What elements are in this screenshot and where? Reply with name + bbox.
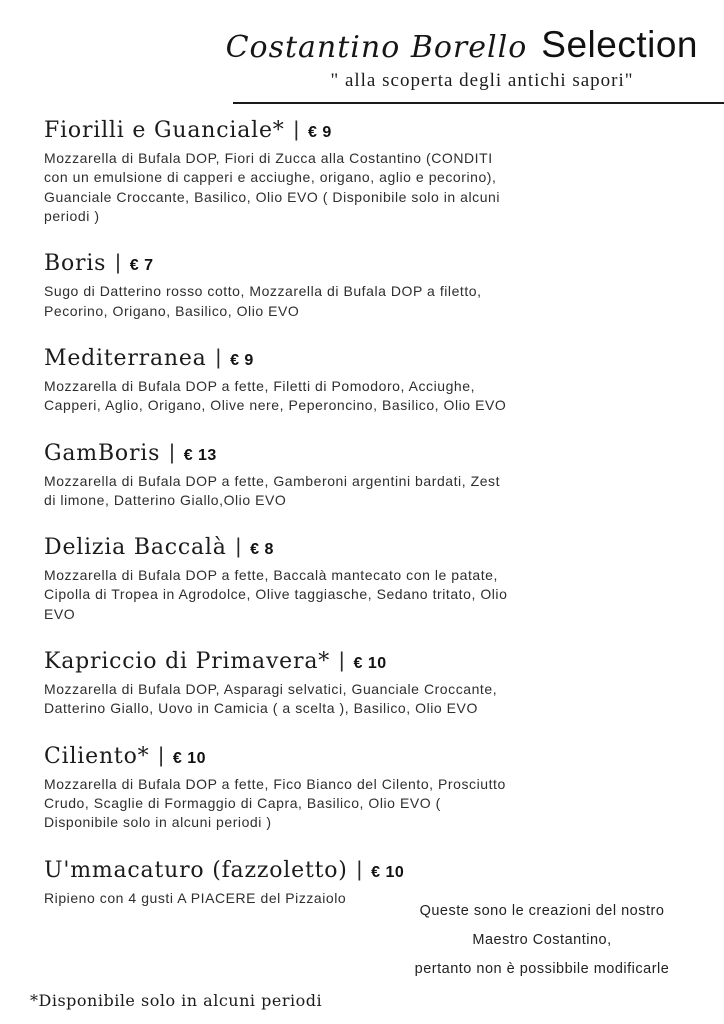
item-separator: | bbox=[293, 118, 300, 141]
menu-item bbox=[44, 744, 724, 833]
brand-line bbox=[0, 24, 724, 66]
item-separator: | bbox=[215, 345, 222, 369]
item-name: Boris bbox=[44, 251, 107, 277]
item-title-line bbox=[44, 535, 724, 560]
item-separator: | bbox=[158, 743, 164, 767]
item-title-line bbox=[44, 118, 724, 143]
tagline: " alla scoperta degli antichi sapori" bbox=[330, 70, 634, 91]
item-description: Mozzarella di Bufala DOP a fette, Filetti di Pomodoro, Acciughe, Capperi, Aglio, Origano, Olive nere, Peperoncino, Basilico, Olio EVO bbox=[44, 377, 507, 414]
brand-selection-title: Selection bbox=[541, 24, 698, 65]
brand-script-name: Costantino Borello bbox=[225, 30, 528, 65]
item-price: € 9 bbox=[230, 351, 254, 369]
footer-note-line: pertanto non è possibbile modificarle bbox=[414, 961, 670, 977]
item-separator: | bbox=[115, 251, 121, 275]
item-description: Sugo di Datterino rosso cotto, Mozzarella di Bufala DOP a filetto, Pecorino, Origano, Basilico, Olio EVO bbox=[44, 283, 482, 319]
item-description: Mozzarella di Bufala DOP a fette, Fico Bianco del Cilento, Prosciutto Crudo, Scaglie di Formaggio di Capra, Basilico, Olio EVO ( Disponibile solo in alcuni periodi ) bbox=[44, 775, 506, 831]
item-title-line bbox=[44, 441, 724, 466]
item-name: Delizia Baccalà bbox=[44, 535, 227, 561]
item-price: € 9 bbox=[308, 124, 332, 141]
item-title-line bbox=[44, 346, 724, 371]
item-price: € 10 bbox=[353, 655, 387, 673]
menu-header bbox=[0, 0, 724, 104]
item-description: Ripieno con 4 gusti A PIACERE del Pizzaiolo bbox=[44, 889, 347, 906]
item-description: Mozzarella di Bufala DOP, Fiori di Zucca alla Costantino (CONDITI con un emulsione di capperi e acciughe, origano, aglio e pecorino), Guanciale Croccante, Basilico, Olio EVO ( Disponibile solo in alcuni periodi ) bbox=[44, 150, 501, 224]
menu-item bbox=[44, 535, 724, 624]
item-price: € 10 bbox=[172, 749, 207, 767]
item-description: Mozzarella di Bufala DOP a fette, Baccalà mantecato con le patate, Cipolla di Tropea in Agrodolce, Olive taggiasche, Sedano tritato, Olio EVO bbox=[44, 567, 508, 622]
item-title-line bbox=[44, 251, 724, 276]
item-separator: | bbox=[235, 535, 242, 559]
menu-item bbox=[44, 251, 724, 321]
menu-item bbox=[44, 649, 724, 719]
menu-item bbox=[44, 118, 724, 226]
item-separator: | bbox=[356, 857, 363, 881]
menu-list bbox=[0, 104, 724, 908]
item-price: € 8 bbox=[250, 541, 274, 559]
menu-item bbox=[44, 441, 724, 511]
item-name: Mediterranea bbox=[44, 345, 207, 371]
footer-note-line: Queste sono le creazioni del nostro bbox=[419, 903, 665, 919]
item-name: Fiorilli e Guanciale* bbox=[44, 118, 285, 143]
item-name: GamBoris bbox=[44, 440, 161, 466]
footer-note bbox=[382, 897, 702, 984]
item-description: Mozzarella di Bufala DOP, Asparagi selvatici, Guanciale Croccante, Datterino Giallo, Uovo in Camicia ( a scelta ), Basilico, Olio EVO bbox=[44, 681, 498, 717]
footer-note-line: Maestro Costantino, bbox=[472, 932, 612, 948]
item-price: € 10 bbox=[371, 863, 405, 881]
item-name: Ciliento* bbox=[44, 743, 150, 769]
item-description: Mozzarella di Bufala DOP a fette, Gamberoni argentini bardati, Zest di limone, Datterino Giallo,Olio EVO bbox=[44, 472, 501, 508]
item-title-line bbox=[44, 744, 724, 769]
item-price: € 7 bbox=[129, 257, 154, 275]
item-title-line bbox=[44, 649, 724, 674]
asterisk-footnote: *Disponibile solo in alcuni periodi bbox=[30, 991, 323, 1010]
item-title-line bbox=[44, 858, 724, 883]
item-name: Kapriccio di Primavera* bbox=[44, 649, 331, 675]
menu-item bbox=[44, 346, 724, 416]
item-price: € 13 bbox=[183, 446, 217, 464]
item-name: U'mmacaturo (fazzoletto) bbox=[44, 857, 348, 883]
item-separator: | bbox=[339, 649, 345, 673]
item-separator: | bbox=[169, 440, 175, 464]
